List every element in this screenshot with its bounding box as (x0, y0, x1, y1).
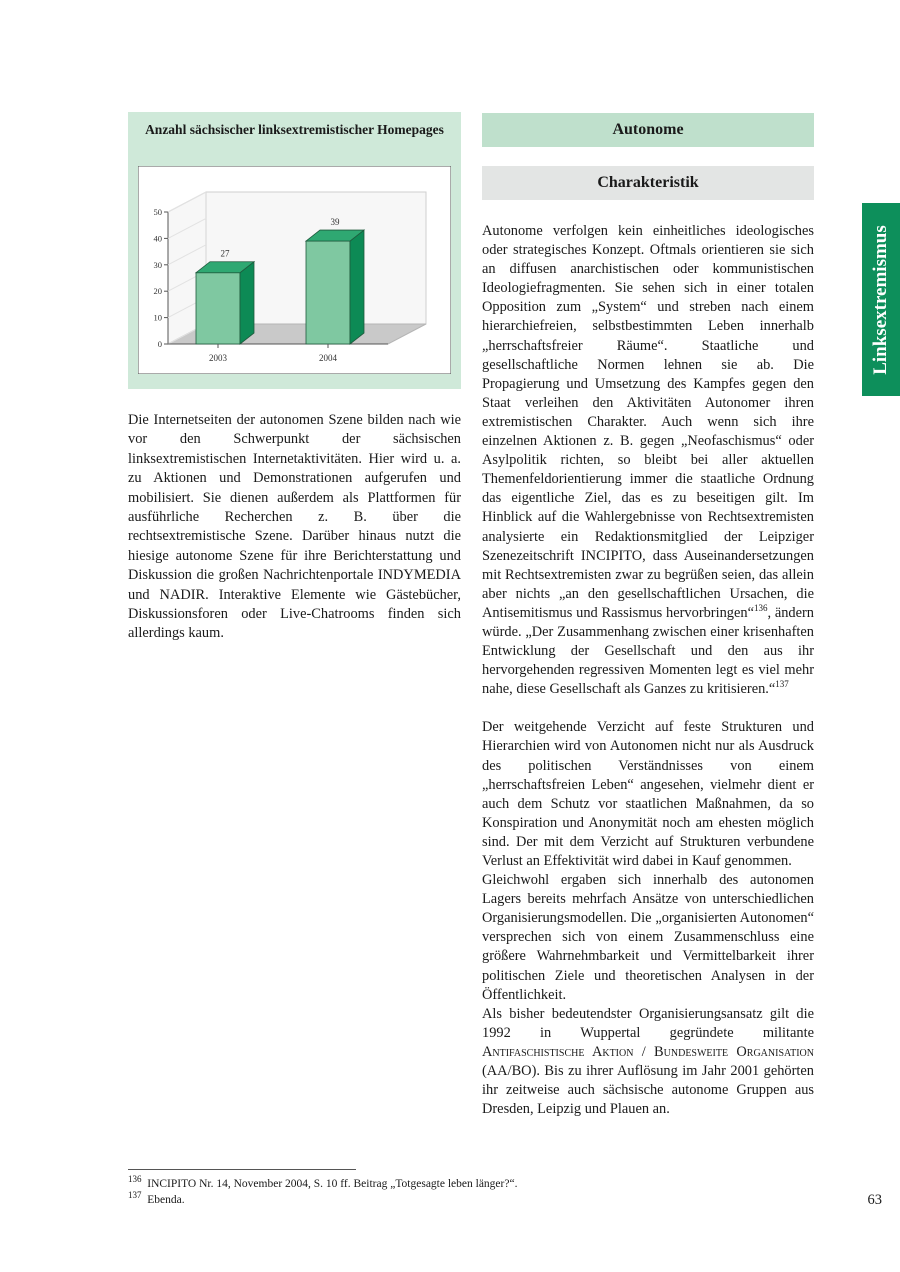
footnote-number: 136 (128, 1174, 142, 1185)
paragraph-1-text-a: Autonome verfolgen kein einheitliches ideologisches oder strategisches Konzept. Oftmals orientieren sie sich an diffusen anarchistischen oder kommunistischen Ideologiefragmenten. Sie sehen sich in einer totalen Opposition zum „System“ und streben nach einem hierarchiefreien, selbstbestimmten Leben innerhalb „herrschaftsfreier Räume“. Staatliche und gesellschaftliche Normen lehnen sie ab. Die Propagierung und Umsetzung des Kampfes gegen den Staat verleihen den Aktivitäten Autonomer ihren extremistischen Charakter. Auch wenn sich ihre einzelnen Aktionen z. B. gegen „Neofaschismus“ oder Asylpolitik richten, so bleibt bei aller aktuellen Themenfeldorientierung immer die staatliche Ordnung das eigentliche Ziel, das es zu beseitigen gilt. Im Hinblick auf die Wahlergebnisse von Rechtsextremisten analysierte ein Redaktionsmitglied der Leipziger Szenezeitschrift INCIPITO, dass Auseinandersetzungen mit Rechtsextremisten zwar zu begrüßen seien, das allein aber nichts „an den gesellschaftlichen Ursachen, die Antisemitismus und Rassismus hervorbringen“ (482, 223, 814, 621)
y-tick-label: 10 (153, 312, 162, 323)
bar-front (196, 273, 240, 344)
data-label: 39 (330, 217, 340, 228)
footnote-divider (128, 1169, 356, 1170)
chart-panel (128, 112, 461, 389)
footnote-number: 137 (128, 1190, 142, 1201)
page-number: 63 (867, 1192, 882, 1208)
y-tick-label: 40 (153, 233, 162, 244)
data-label: 27 (220, 248, 230, 259)
y-tick-label: 50 (153, 207, 162, 217)
section-header-autonome: Autonome (482, 113, 814, 147)
paragraph-1 (482, 222, 814, 699)
footnote-text: Ebenda. (147, 1194, 185, 1206)
organisation-name: Antifaschistische Aktion / Bundesweite Organisation (482, 1043, 814, 1060)
bar-chart (138, 166, 451, 374)
paragraph-3: Gleichwohl ergaben sich innerhalb des autonomen Lagers bereits mehrfach Ansätze von unterschiedlichen Organisierungsmodellen. Die „organisierten Autonomen“ versprechen sich von einem Zusammenschluss eine größere Wahrnehmbarkeit und Vermittelbarkeit ihrer politischen Ziele und theoretischen Analysen in der Öffentlichkeit. (482, 872, 814, 1003)
footnote-137 (128, 1192, 517, 1208)
chapter-tab (862, 203, 900, 396)
paragraph-1-text-b: , ändern würde. „Der Zusammenhang zwischen einer krisenhaften Entwicklung der Gesellschaft und den aus ihr hervorgehenden regressiven Momenten legt es viel mehr nahe, diese Gesellschaft als Ganzes zu kritisieren.“ (482, 604, 815, 698)
bar-side (350, 230, 364, 344)
footnote-136 (128, 1176, 517, 1192)
bar-front (306, 241, 350, 344)
left-paragraph: Die Internetseiten der autonomen Szene bilden nach wie vor den Schwerpunkt der sächsischen linksextremistischen Internetaktivitäten. Hier wird u. a. zu Aktionen und Demonstrationen aufgerufen und mobilisiert. Sie dienen außerdem als Plattformen für ausführliche Recherchen z. B. über die rechtsextremistische Szene. Darüber hinaus nutzt die hiesige autonome Szene für ihre Berichterstattung und Diskussion die großen Nachrichtenportale INDYMEDIA und NADIR. Interaktive Elemente wie Gästebücher, Diskussionsforen oder Live-Chatrooms finden sich allerdings kaum. (128, 412, 461, 642)
y-tick-label: 0 (157, 339, 162, 349)
footnotes (128, 1176, 517, 1208)
x-tick-label: 2003 (209, 353, 227, 363)
y-tick-label: 20 (153, 286, 162, 297)
bar-side (240, 262, 254, 344)
paragraph-4 (482, 1005, 814, 1120)
section-header-charakteristik: Charakteristik (482, 166, 814, 200)
x-tick-label: 2004 (319, 353, 337, 363)
paragraph-4-text-b: (AA/BO). Bis zu ihrer Auflösung im Jahr 2001 gehörten ihr zeitweise auch sächsische autonome Gruppen aus Dresden, Leipzig und Plauen an. (482, 1063, 814, 1118)
chart-title: Anzahl sächsischer linksextremistischer Homepages (145, 122, 444, 137)
right-column (482, 222, 814, 1119)
paragraph-4-text-a: Als bisher bedeutendster Organisierungsansatz gilt die 1992 in Wuppertal gegründete militante (482, 1005, 814, 1041)
footnote-text: INCIPITO Nr. 14, November 2004, S. 10 ff. Beitrag „Totgesagte leben länger?“. (147, 1178, 518, 1190)
paragraph-2: Der weitgehende Verzicht auf feste Strukturen und Hierarchien wird von Autonomen nicht nur als Ausdruck des politischen Verständnisses von einem „herrschaftsfreien Leben“ angesehen, vielmehr dient er auch dem Schutz vor staatlichen Maßnahmen, da so Konspiration und Anonymität noch am ehesten möglich sind. Der mit dem Verzicht auf Strukturen verbundene Verlust an Effektivität wird dabei in Kauf genommen. (482, 719, 814, 869)
footnote-ref-136: 136 (753, 603, 768, 614)
left-column (128, 411, 461, 644)
chapter-tab-label: Linksextremismus (870, 224, 891, 375)
y-tick-label: 30 (153, 259, 162, 270)
footnote-ref-137: 137 (775, 679, 789, 690)
